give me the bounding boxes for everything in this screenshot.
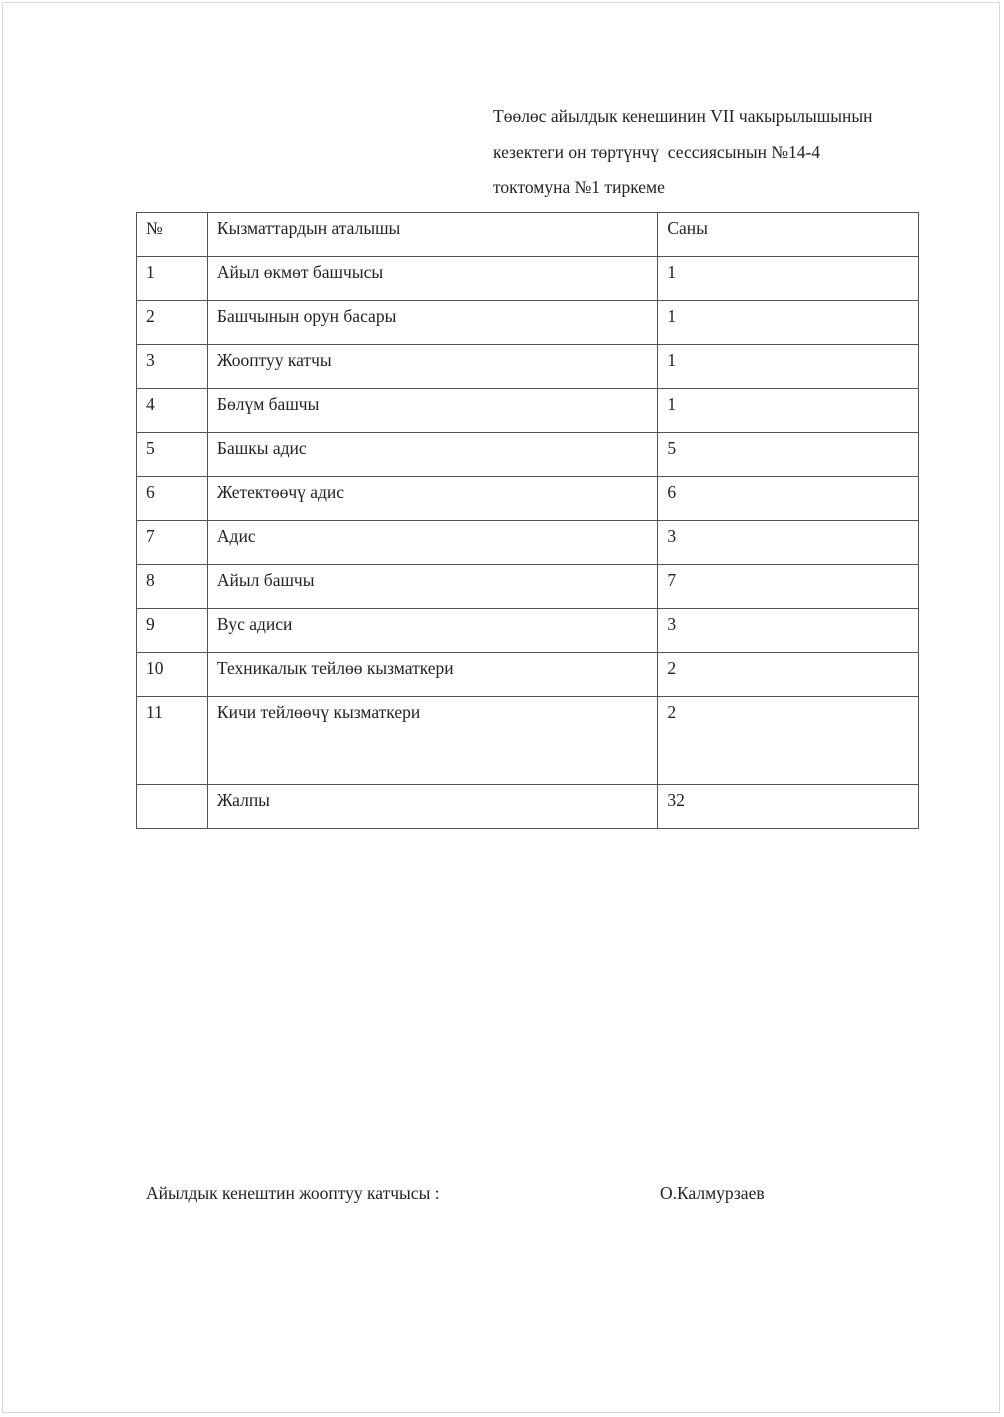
row-position: Вус адиси: [207, 609, 657, 653]
column-header-position: Кызматтардын аталышы: [207, 213, 657, 257]
column-header-count: Саны: [658, 213, 919, 257]
row-position: Башчынын орун басары: [207, 301, 657, 345]
row-position: Бөлүм башчы: [207, 389, 657, 433]
table-row: [137, 257, 919, 301]
table-row: [137, 433, 919, 477]
row-position: Техникалык тейлөө кызматкери: [207, 653, 657, 697]
row-number: 4: [137, 389, 208, 433]
row-position: Кичи тейлөөчү кызматкери: [207, 697, 657, 785]
row-count: 1: [658, 389, 919, 433]
table-row: [137, 477, 919, 521]
row-position: Адис: [207, 521, 657, 565]
row-position: Жетектөөчү адис: [207, 477, 657, 521]
header-line-2: кезектеги он төртүнчү сессиясынын №14-4: [493, 141, 821, 162]
row-number: 9: [137, 609, 208, 653]
row-position: Айыл башчы: [207, 565, 657, 609]
row-count: 3: [658, 609, 919, 653]
row-position: Айыл өкмөт башчысы: [207, 257, 657, 301]
column-header-number: №: [137, 213, 208, 257]
row-number: 3: [137, 345, 208, 389]
row-position: Башкы адис: [207, 433, 657, 477]
row-number: 10: [137, 653, 208, 697]
table-row: [137, 653, 919, 697]
total-count: 32: [658, 785, 919, 829]
row-count: 1: [658, 345, 919, 389]
row-number: 7: [137, 521, 208, 565]
document-header: [493, 99, 963, 206]
header-line-1: Төөлөс айылдык кенешинин VII чакырылышынын: [493, 106, 873, 126]
table-row: [137, 565, 919, 609]
row-count: 7: [658, 565, 919, 609]
row-count: 1: [658, 301, 919, 345]
row-count: 3: [658, 521, 919, 565]
row-position: Жооптуу катчы: [207, 345, 657, 389]
signatory-title: Айылдык кенештин жооптуу катчысы :: [146, 1183, 440, 1203]
table-total-row: [137, 785, 919, 829]
table-row: [137, 697, 919, 785]
row-number: 8: [137, 565, 208, 609]
table-header-row: [137, 213, 919, 257]
table-row: [137, 389, 919, 433]
row-number: 11: [137, 697, 208, 785]
row-number: 2: [137, 301, 208, 345]
row-count: 2: [658, 653, 919, 697]
total-label: Жалпы: [207, 785, 657, 829]
signatory-name: О.Калмурзаев: [660, 1183, 765, 1203]
row-count: 2: [658, 697, 919, 785]
header-line-3: токтомуна №1 тиркеме: [493, 177, 665, 197]
row-number: 1: [137, 257, 208, 301]
row-count: 1: [658, 257, 919, 301]
table-row: [137, 301, 919, 345]
row-number: 5: [137, 433, 208, 477]
row-count: 5: [658, 433, 919, 477]
staff-table: [136, 212, 919, 829]
table-row: [137, 521, 919, 565]
table-row: [137, 345, 919, 389]
total-number: [137, 785, 208, 829]
row-count: 6: [658, 477, 919, 521]
row-number: 6: [137, 477, 208, 521]
table-row: [137, 609, 919, 653]
